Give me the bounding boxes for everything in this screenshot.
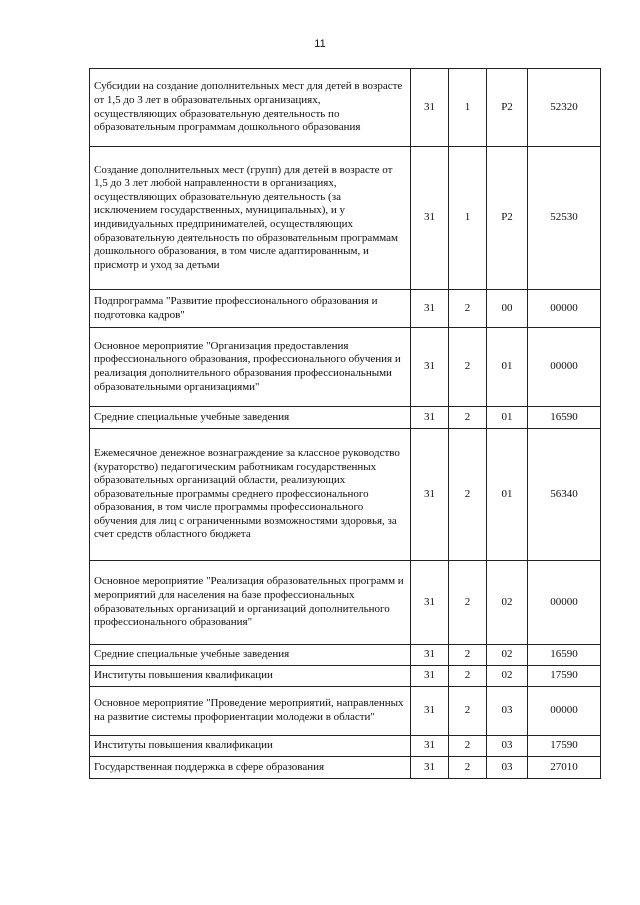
row-code-2: 2 [449, 407, 487, 429]
row-code-3: 00 [487, 290, 528, 328]
row-code-4: 00000 [528, 687, 601, 736]
row-code-3: 02 [487, 645, 528, 666]
row-code-3: P2 [487, 147, 528, 290]
row-description: Ежемесячное денежное вознаграждение за классное руководство (кураторство) педагогическим работникам государственных образовательных организаций области, реализующих образовательные программы среднего профессионального образования, в том числе программы профессионального обучения для лиц с ограниченными возможностями здоровья, за счет средств областного бюджета [90, 429, 411, 561]
row-code-2: 2 [449, 290, 487, 328]
row-code-4: 17590 [528, 736, 601, 757]
table-row [90, 69, 601, 147]
row-description: Основное мероприятие "Организация предоставления профессионального образования, профессионального обучения и реализация дополнительного образования профессиональными образовательными организациями" [90, 328, 411, 407]
row-code-1: 31 [411, 147, 449, 290]
row-code-4: 27010 [528, 757, 601, 779]
row-code-2: 1 [449, 69, 487, 147]
table-row [90, 561, 601, 645]
table-row [90, 757, 601, 779]
table-row [90, 328, 601, 407]
row-code-4: 52320 [528, 69, 601, 147]
row-code-4: 16590 [528, 407, 601, 429]
row-code-1: 31 [411, 687, 449, 736]
row-code-4: 00000 [528, 561, 601, 645]
row-code-2: 2 [449, 666, 487, 687]
row-code-3: 03 [487, 736, 528, 757]
row-description: Подпрограмма "Развитие профессионального образования и подготовка кадров" [90, 290, 411, 328]
row-code-2: 2 [449, 429, 487, 561]
row-description: Средние специальные учебные заведения [90, 407, 411, 429]
row-code-1: 31 [411, 407, 449, 429]
row-code-4: 00000 [528, 290, 601, 328]
table-row [90, 290, 601, 328]
row-code-2: 2 [449, 328, 487, 407]
row-code-1: 31 [411, 561, 449, 645]
row-code-4: 17590 [528, 666, 601, 687]
row-code-1: 31 [411, 290, 449, 328]
row-description: Средние специальные учебные заведения [90, 645, 411, 666]
table-row [90, 736, 601, 757]
row-code-3: 01 [487, 429, 528, 561]
row-code-4: 52530 [528, 147, 601, 290]
table-row [90, 407, 601, 429]
row-description: Основное мероприятие "Реализация образовательных программ и мероприятий для населения на базе профессиональных образовательных организаций и организаций дополнительного профессионального образования" [90, 561, 411, 645]
row-description: Государственная поддержка в сфере образования [90, 757, 411, 779]
row-code-2: 2 [449, 561, 487, 645]
row-code-3: 03 [487, 757, 528, 779]
table-row [90, 666, 601, 687]
row-code-1: 31 [411, 666, 449, 687]
row-code-2: 2 [449, 757, 487, 779]
row-description: Создание дополнительных мест (групп) для детей в возрасте от 1,5 до 3 лет любой направленности в организациях, осуществляющих образовательную деятельность (за исключением государственных, муниципальных), и у индивидуальных предпринимателей, осуществляющих образовательную деятельность по образовательным программам дошкольного образования, в том числе адаптированным, и присмотр и уход за детьми [90, 147, 411, 290]
row-code-1: 31 [411, 328, 449, 407]
table-row [90, 147, 601, 290]
row-code-4: 16590 [528, 645, 601, 666]
row-code-1: 31 [411, 757, 449, 779]
table-row [90, 645, 601, 666]
row-code-2: 2 [449, 687, 487, 736]
row-code-2: 1 [449, 147, 487, 290]
row-code-4: 56340 [528, 429, 601, 561]
page-number: 11 [314, 38, 326, 50]
row-description: Институты повышения квалификации [90, 666, 411, 687]
row-code-2: 2 [449, 736, 487, 757]
row-code-1: 31 [411, 645, 449, 666]
row-code-1: 31 [411, 429, 449, 561]
table-row [90, 687, 601, 736]
row-code-3: 02 [487, 666, 528, 687]
row-code-3: 02 [487, 561, 528, 645]
row-code-3: P2 [487, 69, 528, 147]
row-code-1: 31 [411, 69, 449, 147]
table-body [90, 69, 601, 779]
row-description: Основное мероприятие "Проведение мероприятий, направленных на развитие системы профориентации молодежи в области" [90, 687, 411, 736]
row-description: Субсидии на создание дополнительных мест для детей в возрасте от 1,5 до 3 лет в образовательных организациях, осуществляющих образовательную деятельность по образовательным программам дошкольного образования [90, 69, 411, 147]
row-code-3: 03 [487, 687, 528, 736]
row-code-2: 2 [449, 645, 487, 666]
table-row [90, 429, 601, 561]
budget-classification-table [89, 68, 601, 779]
row-description: Институты повышения квалификации [90, 736, 411, 757]
row-code-4: 00000 [528, 328, 601, 407]
row-code-1: 31 [411, 736, 449, 757]
row-code-3: 01 [487, 407, 528, 429]
row-code-3: 01 [487, 328, 528, 407]
